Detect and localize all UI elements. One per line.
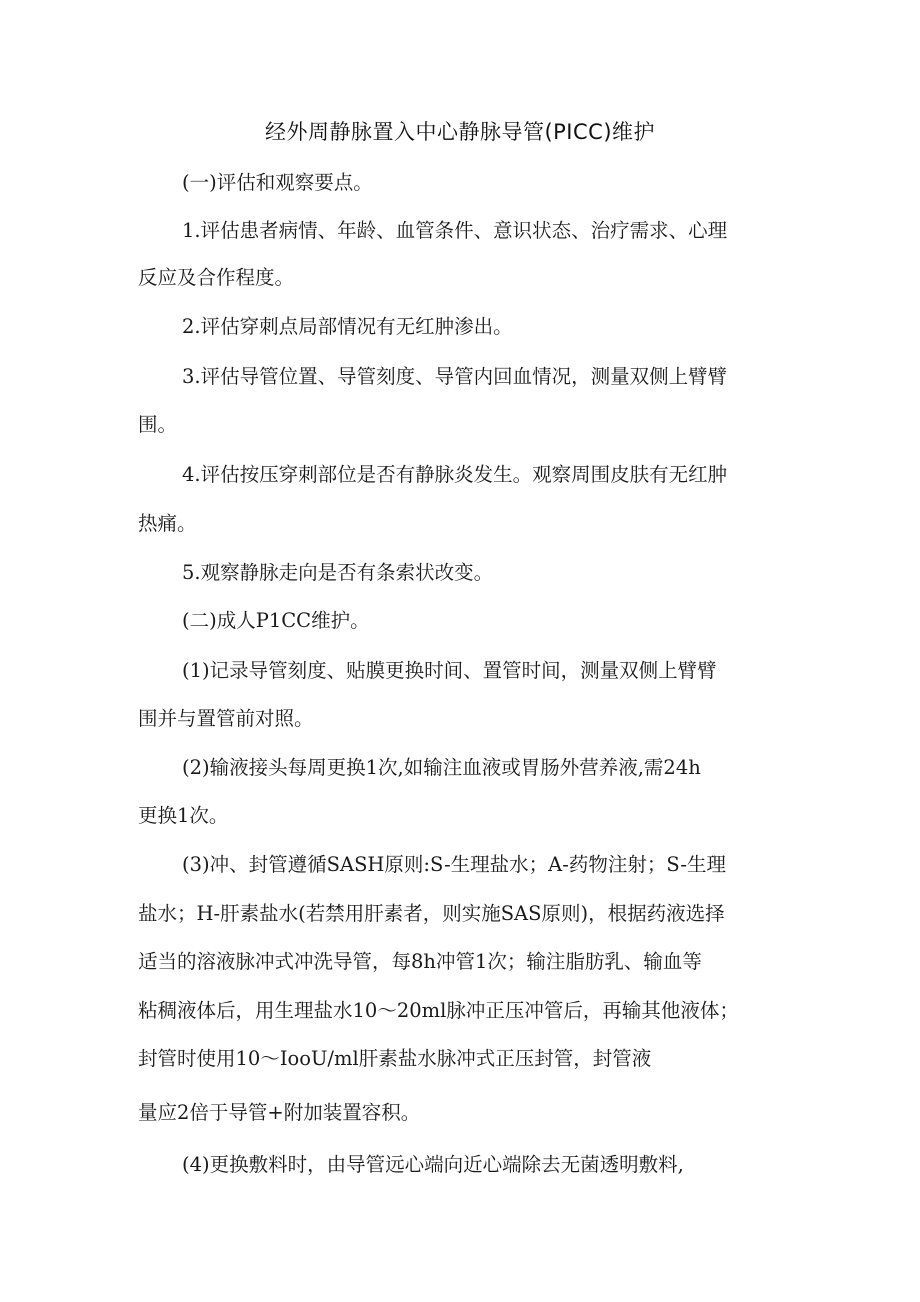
- paragraph-line: (3)冲、封管遵循SASH原则:S-生理盐水；A-药物注射；S-生理: [182, 853, 726, 876]
- paragraph-line: 3.评估导管位置、导管刻度、导管内回血情况，测量双侧上臂臂: [182, 365, 728, 388]
- paragraph-line: 封管时使用10～IooU/ml肝素盐水脉冲式正压封管，封管液: [138, 1047, 652, 1070]
- paragraph-line: 围。: [138, 413, 178, 436]
- paragraph-line: 1.评估患者病情、年龄、血管条件、意识状态、治疗需求、心理: [182, 219, 728, 242]
- paragraph-line: 围并与置管前对照。: [138, 707, 314, 730]
- paragraph-line: 适当的溶液脉冲式冲洗导管，每8h冲管1次；输注脂肪乳、输血等: [138, 950, 702, 973]
- section-heading-assessment: (一)评估和观察要点。: [182, 171, 373, 194]
- paragraph-line: 5.观察静脉走向是否有条索状改变。: [182, 561, 494, 584]
- paragraph-line: 4.评估按压穿刺部位是否有静脉炎发生。观察周围皮肤有无红肿: [182, 463, 728, 486]
- paragraph-line: (1)记录导管刻度、贴膜更换时间、置管时间，测量双侧上臂臂: [182, 659, 717, 682]
- paragraph-line: (4)更换敷料时，由导管远心端向近心端除去无菌透明敷料,: [182, 1153, 684, 1176]
- paragraph-line: 粘稠液体后，用生理盐水10～20ml脉冲正压冲管后，再输其他液体；: [138, 999, 739, 1022]
- paragraph-line: 热痛。: [138, 512, 197, 535]
- paragraph-line: 反应及合作程度。: [138, 266, 295, 289]
- paragraph-line: 更换1次。: [138, 804, 229, 827]
- paragraph-line: 量应2倍于导管+附加装置容积。: [138, 1101, 421, 1124]
- document-title: 经外周静脉置入中心静脉导管(PICC)维护: [264, 120, 656, 144]
- paragraph-line: 2.评估穿刺点局部情况有无红肿渗出。: [182, 315, 513, 338]
- paragraph-line: (2)输液接头每周更换1次,如输注血液或胃肠外营养液,需24h: [182, 756, 701, 779]
- paragraph-line: 盐水；H-肝素盐水(若禁用肝素者，则实施SAS原则)，根据药液选择: [138, 902, 725, 925]
- section-heading-adult-picc: (二)成人P1CC维护。: [182, 609, 370, 632]
